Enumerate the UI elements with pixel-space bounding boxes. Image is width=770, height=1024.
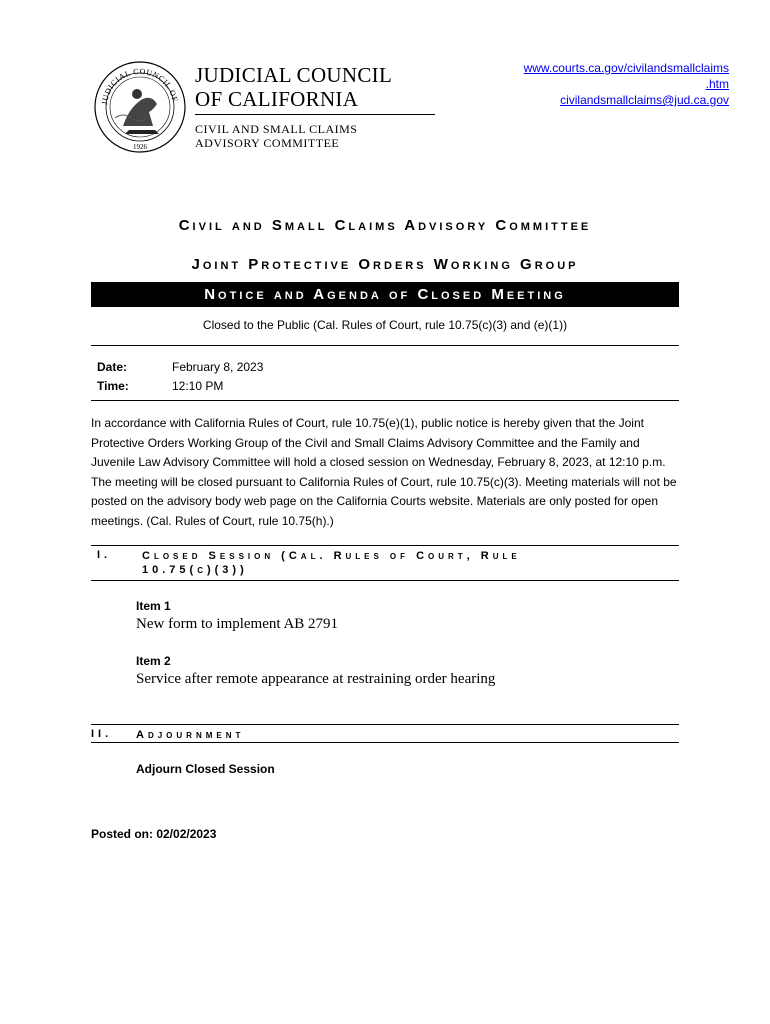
committee-name (195, 122, 357, 150)
section-title: Adjournment (136, 729, 245, 741)
agenda-item-text: Service after remote appearance at restraining order hearing (136, 671, 496, 687)
org-name-line2: OF CALIFORNIA (195, 87, 359, 111)
seal-year: 1926 (133, 143, 147, 151)
committee-name-line1: CIVIL AND SMALL CLAIMS (195, 122, 358, 136)
letterhead-divider (195, 114, 435, 115)
closed-to-public-note: Closed to the Public (Cal. Rules of Court, rule 10.75(c)(3) and (e)(1)) (202, 318, 568, 332)
notice-paragraph: In accordance with California Rules of Court, rule 10.75(e)(1), public notice is hereby given that the Joint Protective Orders Working Group of the Civil and Small Claims Advisory Committee and the Family and Juvenile Law Advisory Committee will hold a closed session on Wednesday, February 8, 2023, at 12:10 p.m. The meeting will be closed pursuant to California Rules of Court, rule 10.75(c)(3). Meeting materials will not be posted on the advisory body web page on the California Courts website. Materials are only posted for open meetings. (Cal. Rules of Court, rule 10.75(h).) (91, 416, 677, 528)
notice-banner: Notice and Agenda of Closed Meeting (91, 282, 679, 307)
section-divider (91, 742, 679, 743)
email-link[interactable]: civilandsmallclaims@jud.ca.gov (560, 93, 729, 107)
section-divider (91, 545, 679, 546)
section-divider (91, 580, 679, 581)
committee-name-line2: ADVISORY COMMITTEE (195, 136, 340, 150)
divider (91, 400, 679, 401)
section-number: I. (97, 549, 112, 561)
agenda-item-label: Item 2 (136, 654, 171, 668)
posted-date: Posted on: 02/02/2023 (91, 827, 217, 841)
time-label: Time: (97, 379, 129, 393)
time-value: 12:10 PM (172, 379, 224, 393)
committee-heading: Civil and Small Claims Advisory Committee (178, 217, 592, 234)
adjourn-item: Adjourn Closed Session (136, 762, 275, 776)
divider (91, 345, 679, 346)
website-link-line2[interactable]: .htm (705, 77, 729, 91)
seal-text: JUDICIAL COUNCIL OF (100, 66, 180, 106)
website-link-line1[interactable]: www.courts.ca.gov/civilandsmallclaims (523, 61, 729, 75)
date-label: Date: (97, 360, 128, 374)
agenda-item-text: New form to implement AB 2791 (136, 616, 339, 632)
section-divider (91, 724, 679, 725)
agenda-item-label: Item 1 (136, 599, 171, 613)
date-value: February 8, 2023 (172, 360, 264, 374)
judicial-council-seal (93, 60, 187, 154)
working-group-heading: Joint Protective Orders Working Group (191, 256, 579, 273)
contact-links (524, 60, 729, 108)
section-title: Closed Session (Cal. Rules of Court, Rule 10.75(c)(3)) (142, 550, 521, 576)
org-name-line1: JUDICIAL COUNCIL (195, 63, 393, 87)
org-name (195, 63, 392, 111)
section-number: II. (91, 728, 113, 740)
